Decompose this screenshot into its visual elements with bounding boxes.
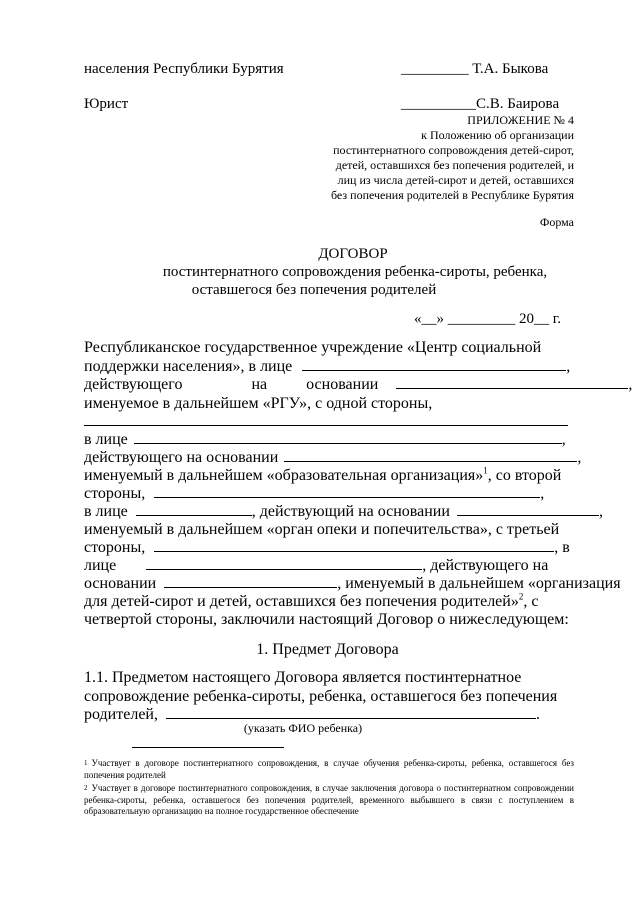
footnote-number: 1	[84, 759, 88, 767]
form-label: Форма	[539, 215, 574, 229]
signature-org-label: населения Республики Бурятия	[84, 61, 284, 77]
body-text: родителей,	[84, 706, 158, 723]
body-line-4: именуемое в дальнейшем «РГУ», с одной стороны,	[84, 395, 433, 412]
body-line-7	[84, 448, 581, 468]
signature-bairova: __________С.В. Баирова	[401, 96, 560, 112]
body-text: на	[251, 376, 268, 393]
body-text: в лице	[84, 431, 128, 448]
basis-blank	[284, 448, 577, 462]
guardianship-body-blank	[154, 538, 554, 552]
body-line-11: именуемый в дальнейшем «орган опеки и попечительства», с третьей	[84, 521, 560, 538]
org-name-blank	[154, 484, 540, 498]
basis-blank	[457, 502, 599, 516]
child-name-hint: (указать ФИО ребенка)	[243, 721, 363, 735]
body-text: именуемый в дальнейшем «образовательная организация»	[84, 467, 484, 484]
body-text: , действующего на	[422, 557, 549, 574]
representative-blank	[134, 430, 562, 444]
body-line-16: четвертой стороны, заключили настоящий Договор о нижеследующем:	[84, 611, 569, 628]
body-text: действующего на основании	[84, 449, 279, 466]
signature-lawyer-label: Юрист	[84, 96, 129, 112]
body-line-2	[84, 357, 570, 377]
appendix-title: ПРИЛОЖЕНИЕ № 4	[467, 113, 574, 127]
punct: ,	[628, 376, 633, 393]
body-text: поддержки населения», в лице	[84, 358, 293, 375]
footnote-ref-2: 2	[518, 591, 524, 602]
appendix-line: детей, оставшихся без попечения родителей, и	[335, 158, 574, 172]
contract-title: ДОГОВОР	[318, 246, 388, 262]
body-text: , в	[554, 539, 570, 556]
child-name-blank	[166, 705, 536, 719]
body-line-13	[84, 556, 548, 576]
basis-blank	[396, 375, 628, 389]
body-line-12	[84, 538, 570, 558]
body-line-9	[84, 484, 544, 504]
body-text: для детей-сирот и детей, оставшихся без попечения родителей»	[84, 593, 519, 610]
body-text: стороны,	[84, 485, 146, 502]
punct: ,	[598, 503, 603, 520]
footnote-1	[84, 758, 574, 781]
punct: ,	[577, 449, 582, 466]
section1-line-2: сопровождение ребенка-сироты, ребенка, оставшегося без попечения	[84, 688, 558, 705]
body-line-3	[84, 375, 632, 395]
appendix-line: без попечения родителей в Республике Бурятия	[330, 188, 574, 202]
footnote-text: Участвует в договоре постинтернатного сопровождения, в случае заключения договора о постинтернатном сопровождении ребенка-сироты, ребенка, оставшегося без попечения родителей, временного выбывшего в связи с поступлением в образовательную организацию на полное государственное обеспечение	[84, 783, 574, 816]
footnote-separator	[132, 747, 284, 748]
body-text: , с	[523, 593, 539, 610]
body-text: , именуемый в дальнейшем «организация	[337, 575, 621, 592]
footnote-2	[84, 783, 574, 818]
basis-blank	[164, 574, 337, 588]
body-text: основании	[306, 376, 379, 393]
punct: ,	[540, 485, 545, 502]
punct: ,	[566, 358, 571, 375]
body-text: в лице	[84, 503, 128, 520]
signature-bykova: _________ Т.А. Быкова	[401, 61, 549, 77]
body-line-14	[84, 574, 621, 594]
contract-subtitle-line2: оставшегося без попечения родителей	[191, 282, 437, 298]
punct: .	[535, 706, 540, 723]
body-text: действующего	[84, 376, 183, 393]
punct: ,	[561, 431, 566, 448]
appendix-line: постинтернатного сопровождения детей-сирот,	[333, 143, 574, 157]
section-heading: 1. Предмет Договора	[256, 641, 399, 658]
body-line-10	[84, 502, 603, 522]
representative-name-blank	[302, 357, 566, 371]
appendix-line: лиц из числа детей-сирот и детей, оставшихся	[337, 173, 574, 187]
representative-blank	[136, 502, 252, 516]
contract-subtitle-line1: постинтернатного сопровождения ребенка-сироты, ребенка,	[162, 264, 548, 280]
contract-date-line: «__» _________ 20__ г.	[414, 311, 561, 327]
appendix-line: к Положению об организации	[421, 128, 574, 142]
body-text: лице	[84, 557, 117, 574]
footnote-text: Участвует в договоре постинтернатного сопровождения, в случае обучения ребенка-сироты, ребенка, оставшегося без попечения родителей	[84, 758, 574, 780]
representative-blank	[146, 556, 422, 570]
body-text: , со второй	[487, 467, 562, 484]
body-text: основании	[84, 575, 157, 592]
body-line-6	[84, 430, 566, 450]
footnote-number: 2	[84, 784, 88, 792]
body-text: , действующий на основании	[251, 503, 450, 520]
body-line-1: Республиканское государственное учреждение «Центр социальной	[84, 339, 542, 356]
body-line-8	[84, 466, 561, 486]
body-line-15	[84, 592, 538, 612]
body-text: стороны,	[84, 539, 146, 556]
full-width-blank	[84, 425, 568, 426]
section1-line-1: 1.1. Предметом настоящего Договора является постинтернатное	[84, 669, 522, 686]
footnote-ref-1: 1	[483, 465, 488, 476]
